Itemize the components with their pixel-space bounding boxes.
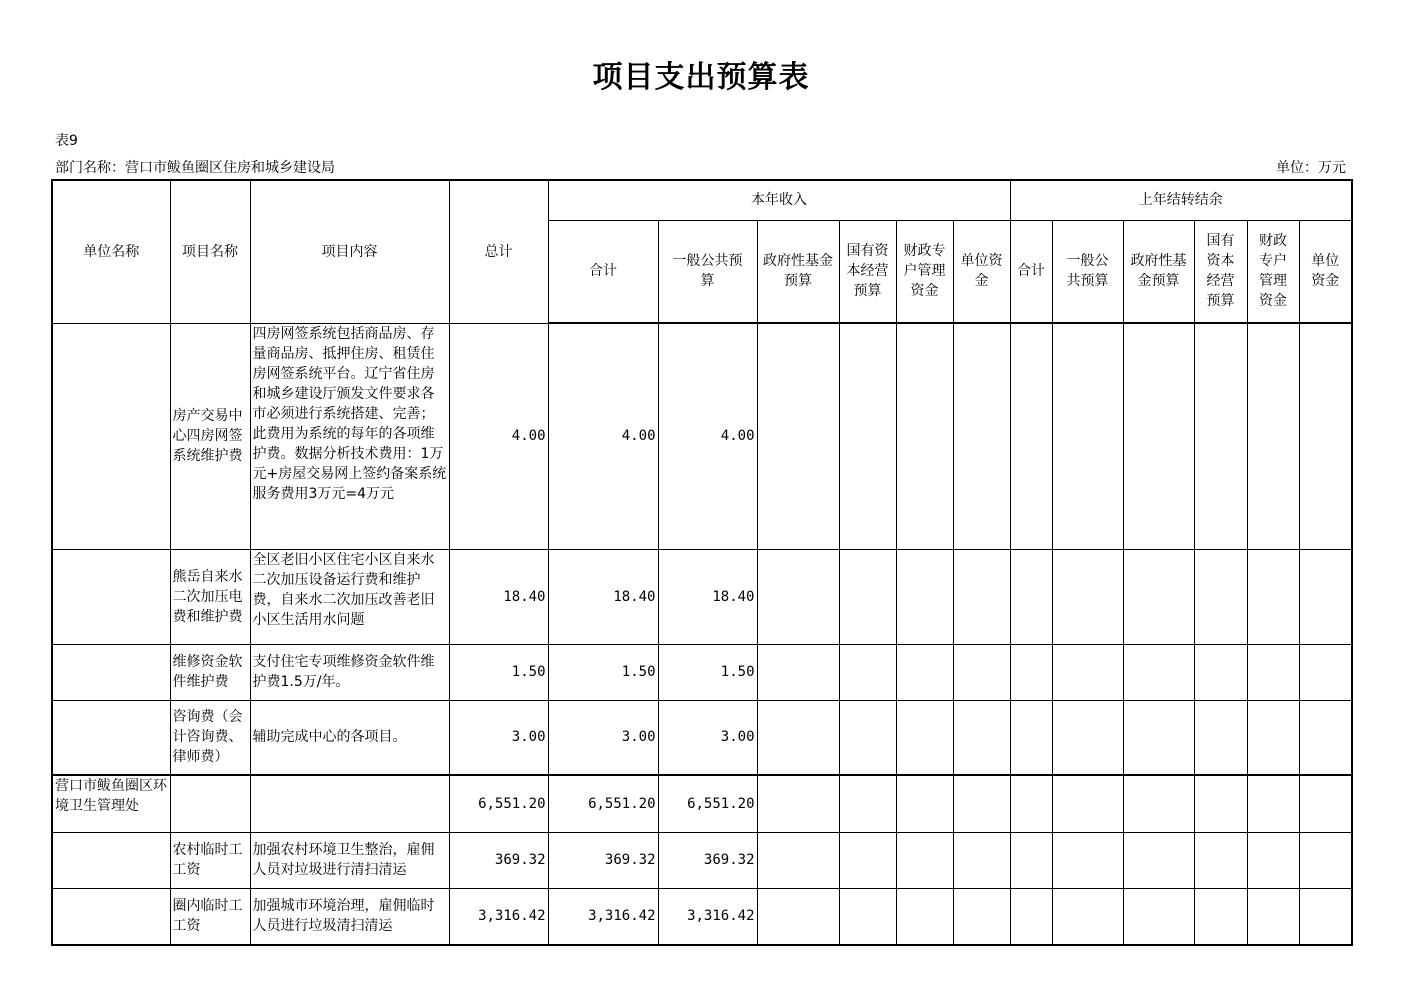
row-cell bbox=[1123, 832, 1194, 888]
header-cy-unit-fund bbox=[953, 220, 1010, 323]
row-cell bbox=[1052, 888, 1123, 945]
row-cell bbox=[1247, 888, 1299, 945]
table-number: 表9 bbox=[55, 133, 78, 149]
row-content bbox=[250, 323, 449, 549]
row-cell bbox=[757, 700, 839, 775]
row-cell bbox=[1299, 775, 1352, 832]
row-cy-total: 1.50 bbox=[548, 644, 658, 700]
row-cell bbox=[1123, 323, 1194, 549]
row-cell bbox=[953, 323, 1010, 549]
row-cell bbox=[1299, 323, 1352, 549]
row-cell bbox=[757, 775, 839, 832]
header-project-name: 项目名称 bbox=[170, 180, 250, 323]
row-cy-total: 3.00 bbox=[548, 700, 658, 775]
row-cell bbox=[896, 832, 953, 888]
row-cy-general: 369.32 bbox=[658, 832, 757, 888]
row-cell bbox=[1299, 888, 1352, 945]
row-unit bbox=[52, 323, 170, 549]
header-cy-gov-fund-text: 政府性基金预算 bbox=[763, 253, 833, 290]
row-cell bbox=[953, 644, 1010, 700]
row-cell bbox=[839, 775, 896, 832]
row-project-text: 农村临时工工资 bbox=[172, 842, 243, 878]
header-cy-total: 合计 bbox=[548, 220, 658, 323]
row-unit bbox=[52, 832, 170, 888]
row-content bbox=[250, 888, 449, 945]
row-cell bbox=[839, 700, 896, 775]
header-ly-total: 合计 bbox=[1010, 220, 1052, 323]
row-cell bbox=[1299, 549, 1352, 644]
row-cell bbox=[953, 775, 1010, 832]
header-unit-name: 单位名称 bbox=[52, 180, 170, 323]
row-cell bbox=[839, 323, 896, 549]
row-content-text: 支付住宅专项维修资金软件维护费1.5万/年。 bbox=[252, 654, 435, 690]
row-project-text: 房产交易中心四房网签系统维护费 bbox=[172, 408, 243, 464]
row-cell bbox=[757, 888, 839, 945]
row-project bbox=[170, 888, 250, 945]
table-row bbox=[52, 644, 1352, 700]
row-unit bbox=[52, 644, 170, 700]
row-cy-general: 18.40 bbox=[658, 549, 757, 644]
header-cy-fiscal-special-text: 财政专户管理资金 bbox=[903, 243, 946, 300]
row-cell bbox=[953, 832, 1010, 888]
row-content bbox=[250, 775, 449, 832]
table-row bbox=[52, 832, 1352, 888]
row-cell bbox=[839, 644, 896, 700]
row-unit bbox=[52, 549, 170, 644]
row-cy-general: 3.00 bbox=[658, 700, 757, 775]
header-ly-unit-fund bbox=[1299, 220, 1352, 323]
row-content-text: 四房网签系统包括商品房、存量商品房、抵押住房、租赁住房网签系统平台。辽宁省住房和城乡建设厅颁发文件要求各市必须进行系统搭建、完善；此费用为系统的每年的各项维护费。数据分析技术费用：1万元+房屋交易网上签约备案系统服务费用3万元=4万元 bbox=[252, 325, 447, 502]
row-cell bbox=[896, 888, 953, 945]
header-cy-gov-fund bbox=[757, 220, 839, 323]
row-cell bbox=[1123, 775, 1194, 832]
row-cell bbox=[1010, 644, 1052, 700]
header-cy-state-capital bbox=[839, 220, 896, 323]
row-project-text: 熊岳自来水二次加压电费和维护费 bbox=[172, 568, 243, 625]
row-cell bbox=[1194, 888, 1247, 945]
row-content bbox=[250, 549, 449, 644]
row-cell bbox=[1052, 832, 1123, 888]
row-content-text: 辅助完成中心的各项目。 bbox=[252, 729, 407, 746]
row-total: 1.50 bbox=[449, 644, 548, 700]
row-content bbox=[250, 832, 449, 888]
row-cell bbox=[1247, 832, 1299, 888]
row-cell bbox=[1299, 700, 1352, 775]
row-total: 3,316.42 bbox=[449, 888, 548, 945]
row-cell bbox=[1247, 323, 1299, 549]
row-cy-general: 6,551.20 bbox=[658, 775, 757, 832]
row-cell bbox=[1052, 775, 1123, 832]
table-row bbox=[52, 549, 1352, 644]
header-ly-general bbox=[1052, 220, 1123, 323]
header-last-year-carryover: 上年结转结余 bbox=[1010, 180, 1352, 220]
unit-label: 单位：万元 bbox=[1276, 160, 1346, 176]
table-row bbox=[52, 775, 1352, 832]
row-cell bbox=[1010, 832, 1052, 888]
row-cy-total: 4.00 bbox=[548, 323, 658, 549]
header-cy-fiscal-special bbox=[896, 220, 953, 323]
row-cell bbox=[839, 549, 896, 644]
row-cell bbox=[839, 832, 896, 888]
row-cell bbox=[1194, 323, 1247, 549]
row-total: 6,551.20 bbox=[449, 775, 548, 832]
header-ly-fiscal-special bbox=[1247, 220, 1299, 323]
row-cell bbox=[1052, 323, 1123, 549]
row-cell bbox=[1194, 549, 1247, 644]
row-cell bbox=[1123, 644, 1194, 700]
header-ly-fiscal-special-text: 财政专户管理资金 bbox=[1259, 233, 1287, 310]
header-ly-unit-fund-text: 单位资金 bbox=[1311, 253, 1340, 290]
row-cell bbox=[1052, 644, 1123, 700]
header-cy-general-text: 一般公共预算 bbox=[672, 253, 743, 290]
row-cell bbox=[1010, 549, 1052, 644]
row-project bbox=[170, 775, 250, 832]
row-cell bbox=[896, 775, 953, 832]
row-cell bbox=[1123, 549, 1194, 644]
row-cell bbox=[1010, 775, 1052, 832]
row-cell bbox=[1010, 323, 1052, 549]
table-row bbox=[52, 323, 1352, 549]
row-cell bbox=[1194, 644, 1247, 700]
row-content-text: 加强农村环境卫生整治，雇佣人员对垃圾进行清扫清运 bbox=[252, 842, 435, 878]
row-cell bbox=[896, 323, 953, 549]
header-ly-state-capital-text: 国有资本经营预算 bbox=[1206, 233, 1235, 310]
row-cell bbox=[1247, 549, 1299, 644]
row-cell bbox=[953, 888, 1010, 945]
row-cell bbox=[757, 644, 839, 700]
row-project bbox=[170, 323, 250, 549]
row-cell bbox=[1299, 644, 1352, 700]
row-cell bbox=[1247, 775, 1299, 832]
row-cell bbox=[1123, 888, 1194, 945]
row-cell bbox=[1194, 832, 1247, 888]
row-content bbox=[250, 644, 449, 700]
row-total: 18.40 bbox=[449, 549, 548, 644]
row-cy-total: 3,316.42 bbox=[548, 888, 658, 945]
row-cy-general: 1.50 bbox=[658, 644, 757, 700]
row-cy-general: 4.00 bbox=[658, 323, 757, 549]
header-ly-gov-fund-text: 政府性基金预算 bbox=[1130, 253, 1187, 290]
row-cell bbox=[1194, 775, 1247, 832]
row-cell bbox=[1010, 888, 1052, 945]
table-row bbox=[52, 700, 1352, 775]
header-project-content: 项目内容 bbox=[250, 180, 449, 323]
row-project-text: 圈内临时工工资 bbox=[172, 898, 243, 935]
row-cell bbox=[757, 832, 839, 888]
row-total: 3.00 bbox=[449, 700, 548, 775]
header-ly-general-text: 一般公共预算 bbox=[1066, 253, 1109, 290]
row-cell bbox=[1247, 644, 1299, 700]
row-total: 369.32 bbox=[449, 832, 548, 888]
row-cell bbox=[757, 323, 839, 549]
row-cy-general: 3,316.42 bbox=[658, 888, 757, 945]
row-cy-total: 18.40 bbox=[548, 549, 658, 644]
header-total: 总计 bbox=[449, 180, 548, 323]
row-cell bbox=[953, 700, 1010, 775]
row-cell bbox=[757, 549, 839, 644]
row-cell bbox=[1194, 700, 1247, 775]
row-cell bbox=[1299, 832, 1352, 888]
row-cell bbox=[953, 549, 1010, 644]
row-cy-total: 369.32 bbox=[548, 832, 658, 888]
row-cell bbox=[839, 888, 896, 945]
row-cell bbox=[1123, 700, 1194, 775]
header-cy-unit-fund-text: 单位资金 bbox=[960, 253, 1003, 290]
header-cy-general bbox=[658, 220, 757, 323]
row-project-text: 维修资金软件维护费 bbox=[172, 654, 243, 690]
header-ly-state-capital bbox=[1194, 220, 1247, 323]
row-cell bbox=[1247, 700, 1299, 775]
row-unit bbox=[52, 775, 170, 832]
row-project bbox=[170, 832, 250, 888]
row-cell bbox=[896, 549, 953, 644]
row-content-text: 加强城市环境治理，雇佣临时人员进行垃圾清扫清运 bbox=[252, 898, 435, 935]
row-cy-total: 6,551.20 bbox=[548, 775, 658, 832]
header-ly-gov-fund bbox=[1123, 220, 1194, 323]
row-total: 4.00 bbox=[449, 323, 548, 549]
row-cell bbox=[896, 700, 953, 775]
row-cell bbox=[1052, 700, 1123, 775]
budget-table bbox=[51, 179, 1353, 946]
row-project bbox=[170, 700, 250, 775]
department-name: 部门名称：营口市鲅鱼圈区住房和城乡建设局 bbox=[55, 160, 335, 176]
row-project bbox=[170, 644, 250, 700]
row-cell bbox=[896, 644, 953, 700]
row-project bbox=[170, 549, 250, 644]
row-cell bbox=[1052, 549, 1123, 644]
row-cell bbox=[1010, 700, 1052, 775]
row-unit bbox=[52, 888, 170, 945]
row-unit bbox=[52, 700, 170, 775]
row-unit-text: 营口市鲅鱼圈区环境卫生管理处 bbox=[55, 778, 167, 814]
table-row bbox=[52, 888, 1352, 945]
header-cy-state-capital-text: 国有资本经营预算 bbox=[846, 243, 889, 300]
header-this-year-income: 本年收入 bbox=[548, 180, 1010, 220]
row-content bbox=[250, 700, 449, 775]
row-project-text: 咨询费（会计咨询费、律师费） bbox=[172, 709, 243, 766]
page-title: 项目支出预算表 bbox=[592, 60, 810, 95]
row-content-text: 全区老旧小区住宅小区自来水二次加压设备运行费和维护费，自来水二次加压改善老旧小区生活用水问题 bbox=[252, 551, 435, 628]
